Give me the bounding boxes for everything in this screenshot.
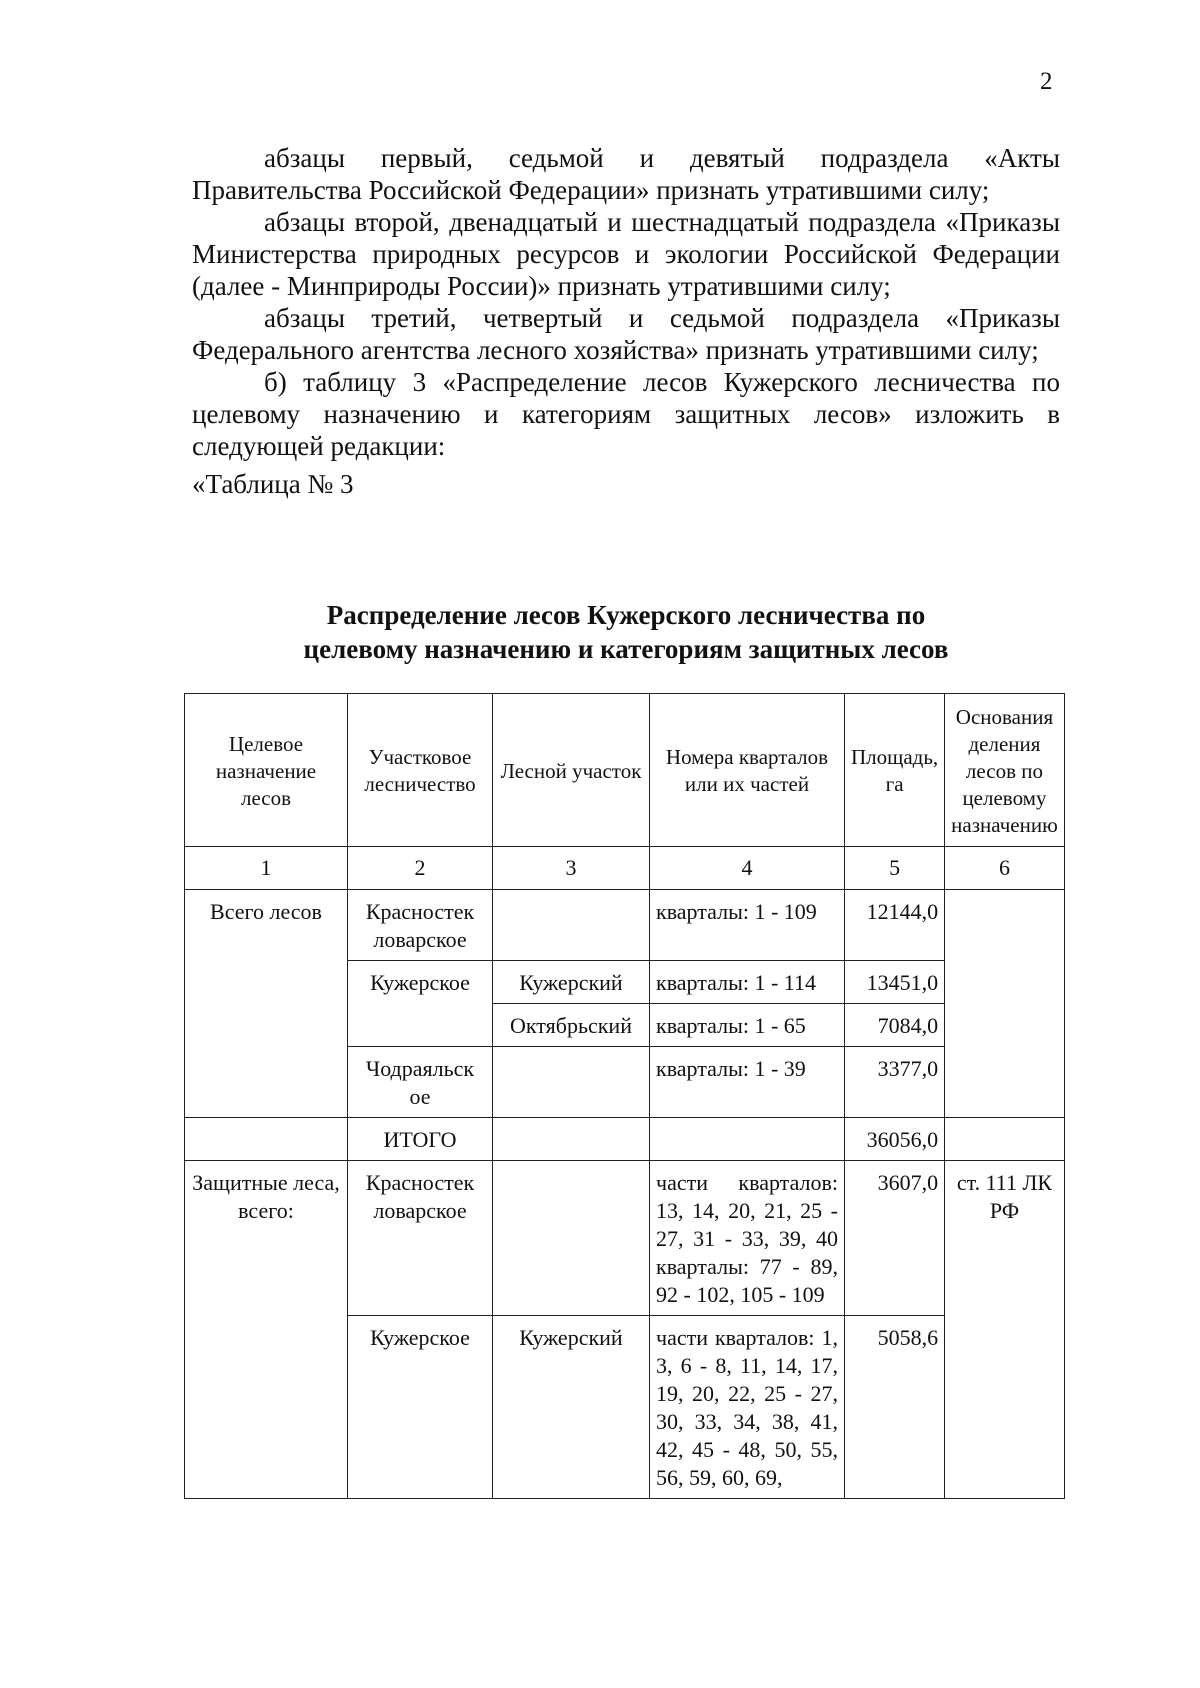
cell-basis-empty [945,890,1065,1118]
table-header-row [185,694,1065,847]
header-district: Участковое лесничество [348,694,493,847]
forest-distribution-table [184,693,1065,1499]
header-purpose: Целевое назначение лесов [185,694,348,847]
cell-purpose-all: Всего лесов [185,890,348,1118]
header-area: Площадь, га [845,694,945,847]
column-number: 3 [493,847,650,890]
cell-district: Красностек ловарское [348,1161,493,1316]
cell-district: Кужерское [348,1316,493,1499]
cell-plot [493,1161,650,1316]
cell-empty [650,1118,845,1161]
column-number: 5 [845,847,945,890]
header-quarters: Номера кварталов или их частей [650,694,845,847]
cell-quarters: кварталы: 1 - 114 [650,961,845,1004]
paragraph-2: абзацы второй, двенадцатый и шестнадцатый подраздела «Приказы Министерства природных ресурсов и экологии Российской Федерации (далее - Минприроды России)» признать утратившими силу; [192,207,1060,301]
cell-district: Кужерское [348,961,493,1047]
page-number: 2 [1040,68,1053,95]
cell-quarters: части кварталов: 13, 14, 20, 21, 25 - 27, 31 - 33, 39, 40 кварталы: 77 - 89, 92 - 102, 105 - 109 [650,1161,845,1316]
cell-plot [493,1047,650,1118]
cell-total-label: ИТОГО [348,1118,493,1161]
table-title [192,598,1060,666]
table-row-total [185,1118,1065,1161]
cell-basis: ст. 111 ЛК РФ [945,1161,1065,1499]
cell-empty [493,1118,650,1161]
paragraph-1: абзацы первый, седьмой и девятый подраздела «Акты Правительства Российской Федерации» признать утратившими силу; [192,143,1060,205]
column-number: 2 [348,847,493,890]
cell-area: 13451,0 [845,961,945,1004]
cell-quarters: кварталы: 1 - 65 [650,1004,845,1047]
cell-quarters: кварталы: 1 - 109 [650,890,845,961]
cell-area: 12144,0 [845,890,945,961]
cell-total-area: 36056,0 [845,1118,945,1161]
cell-purpose-protective: Защитные леса, всего: [185,1161,348,1499]
column-number: 1 [185,847,348,890]
cell-district: Красностек ловарское [348,890,493,961]
paragraph-3: абзацы третий, четвертый и седьмой подраздела «Приказы Федерального агентства лесного хозяйства» признать утратившими силу; [192,303,1060,365]
cell-district: Чодраяльск ое [348,1047,493,1118]
table-row [185,890,1065,961]
cell-quarters: части кварталов: 1, 3, 6 - 8, 11, 14, 17, 19, 20, 22, 25 - 27, 30, 33, 34, 38, 41, 42, 45 - 48, 50, 55, 56, 59, 60, 69, [650,1316,845,1499]
cell-area: 5058,6 [845,1316,945,1499]
column-number: 4 [650,847,845,890]
paragraph-4: б) таблицу 3 «Распределение лесов Кужерского лесничества по целевому назначению и категориям защитных лесов» изложить в следующей редакции: [192,367,1060,461]
cell-plot: Октябрьский [493,1004,650,1047]
header-basis: Основания деления лесов по целевому назначению [945,694,1065,847]
table-title-line-2: целевому назначению и категориям защитных лесов [303,634,949,664]
column-number: 6 [945,847,1065,890]
table-row [185,1161,1065,1316]
table-label: «Таблица № 3 [192,469,354,499]
cell-plot: Кужерский [493,1316,650,1499]
cell-area: 7084,0 [845,1004,945,1047]
header-plot: Лесной участок [493,694,650,847]
cell-area: 3377,0 [845,1047,945,1118]
cell-empty [185,1118,348,1161]
cell-area: 3607,0 [845,1161,945,1316]
column-number-row [185,847,1065,890]
cell-plot: Кужерский [493,961,650,1004]
cell-empty [945,1118,1065,1161]
cell-quarters: кварталы: 1 - 39 [650,1047,845,1118]
table-title-line-1: Распределение лесов Кужерского лесничества по [326,600,926,630]
cell-plot [493,890,650,961]
document-body [192,142,1060,500]
